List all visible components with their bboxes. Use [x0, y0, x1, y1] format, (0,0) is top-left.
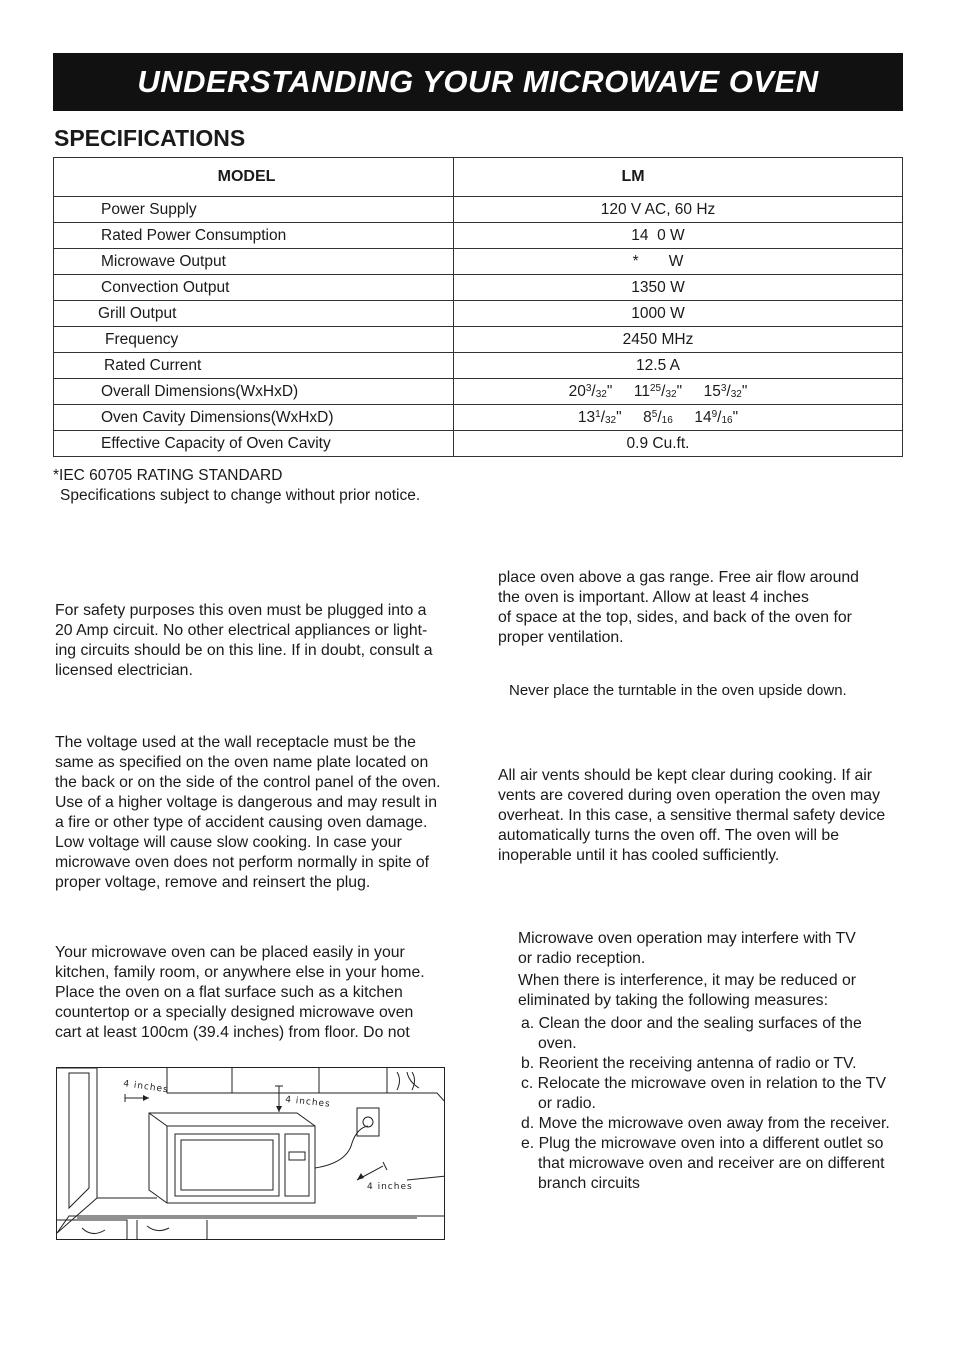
- spec-label: Oven Cavity Dimensions(WxHxD): [54, 405, 454, 431]
- spec-value: 0.9 Cu.ft.: [454, 431, 903, 457]
- section-heading-specifications: SPECIFICATIONS: [54, 125, 246, 151]
- top-clearance-label: 4 inches: [284, 1095, 332, 1110]
- table-row: [54, 197, 903, 223]
- list-item: c. Relocate the microwave oven in relation to the TV or radio.: [521, 1075, 886, 1112]
- table-header-row: [54, 158, 903, 197]
- spec-label: Microwave Output: [54, 249, 454, 275]
- rating-note: *IEC 60705 RATING STANDARD: [53, 467, 283, 484]
- spec-value: 2450 MHz: [454, 327, 903, 353]
- model-value-cell: LM: [454, 158, 903, 197]
- spec-label: Effective Capacity of Oven Cavity: [54, 431, 454, 457]
- spec-label: Grill Output: [54, 301, 454, 327]
- specifications-table: [53, 157, 903, 457]
- cavity-dimensions-value: $13^1/_{32}$" $8^5/_{16}$ $14^9/_{16}$": [454, 405, 903, 431]
- table-row: [54, 249, 903, 275]
- spec-label: Overall Dimensions(WxHxD): [54, 379, 454, 405]
- table-row: [54, 275, 903, 301]
- turntable-paragraph: Never place the turntable in the oven upside down.: [509, 682, 847, 699]
- table-row: [54, 327, 903, 353]
- placement-paragraph: Your microwave oven can be placed easily in your kitchen, family room, or anywhere else in your home. Place the oven on a flat surface such as a kitchen countertop or a specially designed microwave oven cart at least 100cm (39.4 inches) from floor. Do not: [55, 944, 425, 1041]
- voltage-paragraph: The voltage used at the wall receptacle must be the same as specified on the oven name plate located on the back or on the side of the control panel of the oven. Use of a higher voltage is dangerous and may result in a fire or other type of accident causing oven damage. Low voltage will cause slow cooking. In case your microwave oven does not perform normally in spite of proper voltage, remove and reinsert the plug.: [55, 734, 441, 891]
- table-row: [54, 405, 903, 431]
- placement-continued-paragraph: place oven above a gas range. Free air flow around the oven is important. Allow at least 4 inches of space at the top, sides, and back of the oven for proper ventilation.: [498, 569, 859, 646]
- interference-measures-list: [518, 1014, 898, 1194]
- spec-label: Rated Current: [54, 353, 454, 379]
- spec-label: Frequency: [54, 327, 454, 353]
- spec-label: Power Supply: [54, 197, 454, 223]
- model-label-cell: MODEL: [54, 158, 454, 197]
- table-row: [54, 379, 903, 405]
- spec-label: Rated Power Consumption: [54, 223, 454, 249]
- back-clearance-label: 4 inches: [367, 1182, 413, 1192]
- spec-label: Convection Output: [54, 275, 454, 301]
- spec-value: * W: [454, 249, 903, 275]
- table-row: [54, 431, 903, 457]
- change-note: Specifications subject to change without prior notice.: [60, 487, 421, 504]
- table-row: [54, 353, 903, 379]
- vents-paragraph: All air vents should be kept clear during cooking. If air vents are covered during oven operation the oven may overheat. In this case, a sensitive thermal safety device automatically turns the oven off. The oven will be inoperable until it has cooled sufficiently.: [498, 767, 886, 864]
- interference-measures-intro: When there is interference, it may be reduced or eliminated by taking the following measures:: [518, 972, 857, 1009]
- list-item: b. Reorient the receiving antenna of radio or TV.: [521, 1055, 857, 1072]
- table-row: [54, 223, 903, 249]
- interference-paragraph: Microwave oven operation may interfere with TV or radio reception.: [518, 930, 856, 967]
- circuit-paragraph: For safety purposes this oven must be plugged into a 20 Amp circuit. No other electrical appliances or light- ing circuits should be on this line. If in doubt, consult a licensed electrician.: [55, 602, 433, 679]
- spec-value: 12.5 A: [454, 353, 903, 379]
- spec-value: 1000 W: [454, 301, 903, 327]
- page-title: UNDERSTANDING YOUR MICROWAVE OVEN: [53, 53, 903, 111]
- list-item: a. Clean the door and the sealing surfaces of the oven.: [521, 1015, 862, 1052]
- spec-value: 14 0 W: [454, 223, 903, 249]
- oven-clearance-illustration: [56, 1067, 445, 1240]
- microwave-clearance-drawing: [57, 1068, 445, 1240]
- overall-dimensions-value: $20^3/_{32}$" $11^{25}/_{32}$" $15^3/_{32}$": [454, 379, 903, 405]
- list-item: e. Plug the microwave oven into a different outlet so that microwave oven and receiver are on different branch circuits: [521, 1135, 885, 1192]
- side-clearance-label: 4 inches: [122, 1079, 170, 1096]
- spec-value: 120 V AC, 60 Hz: [454, 197, 903, 223]
- list-item: d. Move the microwave oven away from the receiver.: [521, 1115, 890, 1132]
- spec-value: 1350 W: [454, 275, 903, 301]
- table-row: [54, 301, 903, 327]
